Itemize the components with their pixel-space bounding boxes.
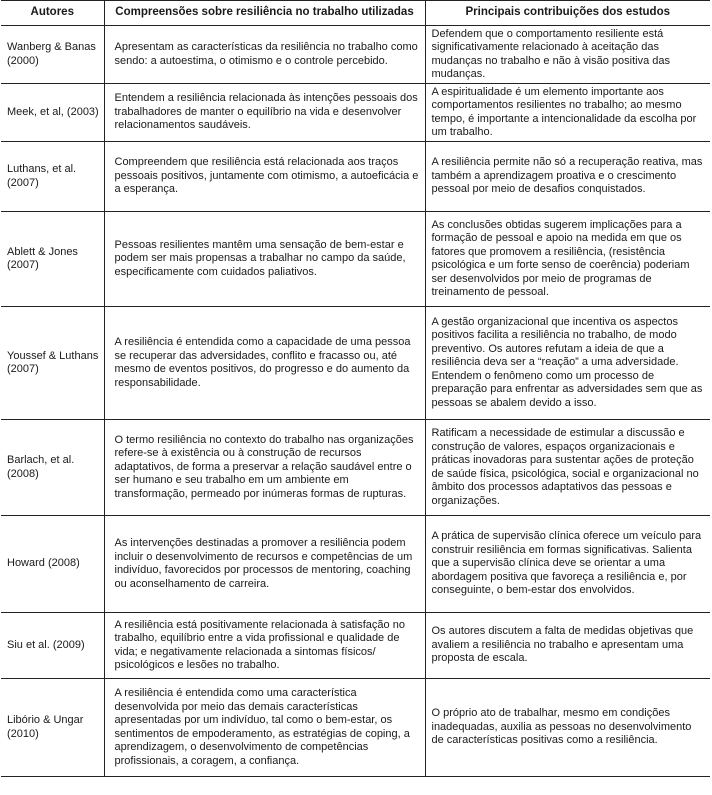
cell-contribution: As conclusões obtidas sugerem implicações para a formação de pessoal e apoio na medida em que os fatores que promovem a resiliência, (resistência psicológica e um forte senso de coerência) poderiam ser desenvolvidos por meio de programas de treinamento de pessoal. <box>425 212 710 307</box>
header-authors: Autores <box>1 1 104 26</box>
cell-authors: Barlach, et al. (2008) <box>1 420 104 516</box>
cell-understanding: A resiliência é entendida como a capacidade de uma pessoa se recuperar das adversidades, conflito e fracasso ou, até mesmo de eventos positivos, do progresso e do aumento da responsabilidade. <box>104 307 425 420</box>
cell-contribution: A prática de supervisão clínica oferece um veículo para construir resiliência em formas significativas. Salienta que a supervisão clínica deve se orientar a uma abordagem positiva que favoreça a resiliência e, por conseguinte, o bem-estar dos envolvidos. <box>425 516 710 613</box>
table-row <box>1 142 710 212</box>
cell-contribution: A resiliência permite não só a recuperação reativa, mas também a aprendizagem proativa e o crescimento pessoal por meio de desafios conquistados. <box>425 142 710 212</box>
cell-contribution: Defendem que o comportamento resiliente está significativamente relacionado à aceitação das mudanças no trabalho e não à visão positiva das mudanças. <box>425 26 710 84</box>
cell-understanding: As intervenções destinadas a promover a resiliência podem incluir o desenvolvimento de recursos e competências de um indivíduo, favorecidos por processos de mentoring, coaching ou aconselhamento de carreira. <box>104 516 425 613</box>
cell-contribution: A gestão organizacional que incentiva os aspectos positivos facilita a resiliência no trabalho, de modo preventivo. Os autores refutam a ideia de que a resiliência deva ser a “reação” a uma adversidade. Entendem o fenômeno como um processo de preparação para enfrentar as adversidades sem que as pessoas se abalem devido a isso. <box>425 307 710 420</box>
cell-authors: Meek, et al, (2003) <box>1 84 104 142</box>
table-row <box>1 84 710 142</box>
cell-contribution: Os autores discutem a falta de medidas objetivas que avaliem a resiliência no trabalho e apresentam uma proposta de escala. <box>425 613 710 679</box>
cell-contribution: O próprio ato de trabalhar, mesmo em condições inadequadas, auxilia as pessoas no desenvolvimento de características positivas como a resiliência. <box>425 679 710 777</box>
table-row <box>1 613 710 679</box>
cell-understanding: Entendem a resiliência relacionada às intenções pessoais dos trabalhadores de manter o equilíbrio na vida e desenvolver relacionamentos saudáveis. <box>104 84 425 142</box>
cell-authors: Wanberg & Banas (2000) <box>1 26 104 84</box>
cell-understanding: Compreendem que resiliência está relacionada aos traços pessoais positivos, juntamente com otimismo, a autoeficácia e a esperança. <box>104 142 425 212</box>
table-row <box>1 679 710 777</box>
header-understanding: Compreensões sobre resiliência no trabalho utilizadas <box>104 1 425 26</box>
table-row <box>1 516 710 613</box>
cell-authors: Youssef & Luthans (2007) <box>1 307 104 420</box>
cell-authors: Ablett & Jones (2007) <box>1 212 104 307</box>
cell-understanding: A resiliência está positivamente relacionada à satisfação no trabalho, equilíbrio entre a vida profissional e qualidade de vida; e negativamente relacionada a sintomas físicos/ psicológicos e lesões no trabalho. <box>104 613 425 679</box>
resilience-studies-table <box>1 0 710 777</box>
cell-contribution: A espiritualidade é um elemento importante aos comportamentos resilientes no trabalho; ao mesmo tempo, é importante a intencionalidade da escolha por um trabalho. <box>425 84 710 142</box>
header-contributions: Principais contribuições dos estudos <box>425 1 710 26</box>
cell-understanding: Apresentam as características da resiliência no trabalho como sendo: a autoestima, o otimismo e o controle percebido. <box>104 26 425 84</box>
cell-understanding: O termo resiliência no contexto do trabalho nas organizações refere-se à existência ou à construção de recursos adaptativos, de forma a preservar a relação saudável entre o ser humano e seu trabalho em um ambiente em transformação, permeado por inúmeras formas de rupturas. <box>104 420 425 516</box>
cell-authors: Libório & Ungar (2010) <box>1 679 104 777</box>
table-row <box>1 26 710 84</box>
table-row <box>1 307 710 420</box>
cell-understanding: A resiliência é entendida como uma característica desenvolvida por meio das demais características apresentadas por um indivíduo, tal como o bem-estar, os sentimentos de empoderamento, as estratégias de coping, a aprendizagem, o desenvolvimento de competências profissionais, a coragem, a confiança. <box>104 679 425 777</box>
table-row <box>1 212 710 307</box>
cell-authors: Luthans, et al. (2007) <box>1 142 104 212</box>
cell-authors: Howard (2008) <box>1 516 104 613</box>
table-row <box>1 420 710 516</box>
cell-authors: Siu et al. (2009) <box>1 613 104 679</box>
table-header-row <box>1 1 710 26</box>
cell-contribution: Ratificam a necessidade de estimular a discussão e construção de valores, espaços organizacionais e práticas inovadoras para sustentar ações de proteção de saúde física, psicológica, social e organizacional no âmbito dos processos adaptativos das pessoas e organizações. <box>425 420 710 516</box>
cell-understanding: Pessoas resilientes mantêm uma sensação de bem-estar e podem ser mais propensas a trabalhar no campo da saúde, especificamente com cuidados paliativos. <box>104 212 425 307</box>
